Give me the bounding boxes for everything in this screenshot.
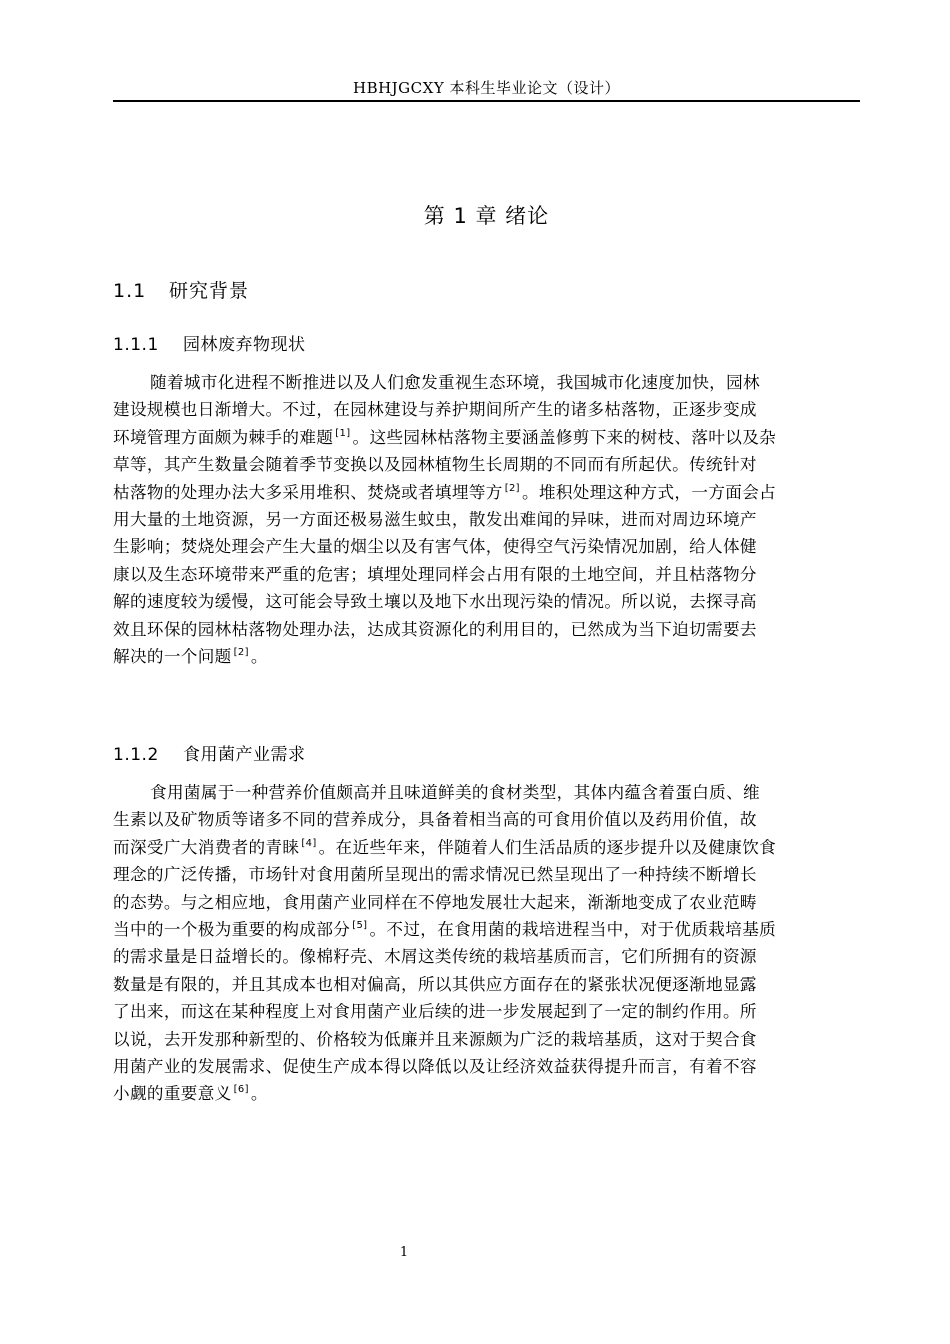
line-text: 当中的一个极为重要的构成部分 xyxy=(113,919,351,939)
subsection-number: 1.1.1 xyxy=(113,335,159,355)
page-number: 1 xyxy=(399,1245,409,1260)
paragraph-line xyxy=(113,889,860,916)
citation-reference: [6] xyxy=(233,1084,249,1096)
line-text: 以说，去开发那种新型的、价格较为低廉并且来源颇为广泛的栽培基质，这对于契合食 xyxy=(113,1029,757,1049)
subsection-heading-1-1-1 xyxy=(113,330,306,355)
section-heading-1-1 xyxy=(113,276,249,303)
paragraph-line xyxy=(113,971,860,998)
citation-reference: [2] xyxy=(233,646,249,658)
line-text: 效且环保的园林枯落物处理办法，达成其资源化的利用目的，已然成为当下迫切需要去 xyxy=(113,619,757,639)
paragraph-line xyxy=(113,369,860,396)
subsection-number: 1.1.2 xyxy=(113,745,159,765)
line-text-continued: 。 xyxy=(250,646,268,666)
citation-reference: [5] xyxy=(352,919,368,931)
paragraph-line xyxy=(113,533,860,560)
section-title: 研究背景 xyxy=(169,280,250,302)
line-text: 生影响；焚烧处理会产生大量的烟尘以及有害气体，使得空气污染情况加剧，给人体健 xyxy=(113,537,757,557)
paragraph-line xyxy=(113,424,860,451)
line-text: 枯落物的处理办法大多采用堆积、焚烧或者填埋等方 xyxy=(113,482,503,502)
line-text: 生素以及矿物质等诸多不同的营养成分，具备着相当高的可食用价值以及药用价值，故 xyxy=(113,810,757,830)
line-text: 环境管理方面颇为棘手的难题 xyxy=(113,427,334,447)
paragraph-line xyxy=(113,1053,860,1080)
paragraph-line xyxy=(113,779,860,806)
paragraph-line xyxy=(113,479,860,506)
line-text-continued: 。 xyxy=(250,1084,268,1104)
line-text: 的态势。与之相应地，食用菌产业同样在不停地发展壮大起来，渐渐地变成了农业范畴 xyxy=(113,892,757,912)
paragraph-line xyxy=(113,506,860,533)
subsection-title: 食用菌产业需求 xyxy=(183,745,306,765)
line-text: 数量是有限的，并且其成本也相对偏高，所以其供应方面存在的紧张状况便逐渐地显露 xyxy=(113,974,757,994)
line-text: 的需求量是日益增长的。像棉籽壳、木屑这类传统的栽培基质而言，它们所拥有的资源 xyxy=(113,947,757,967)
citation-reference: [2] xyxy=(504,482,520,494)
paragraph-line xyxy=(113,834,860,861)
citation-reference: [1] xyxy=(335,427,351,439)
line-text-continued: 。这些园林枯落物主要涵盖修剪下来的树枝、落叶以及杂 xyxy=(352,427,777,447)
paragraph-line xyxy=(113,916,860,943)
paragraph-line xyxy=(113,643,860,670)
line-text-continued: 。在近些年来，伴随着人们生活品质的逐步提升以及健康饮食 xyxy=(318,837,777,857)
subsection-heading-1-1-2 xyxy=(113,740,306,765)
line-text-continued: 。不过，在食用菌的栽培进程当中，对于优质栽培基质 xyxy=(369,919,777,939)
paragraph-edible-fungi-demand xyxy=(113,779,860,1108)
paragraph-landscape-waste xyxy=(113,369,860,670)
paragraph-line xyxy=(113,861,860,888)
paragraph-line xyxy=(113,998,860,1025)
paragraph-line xyxy=(113,561,860,588)
paragraph-line xyxy=(113,1026,860,1053)
chapter-title: 第 1 章 绪论 xyxy=(423,204,550,228)
header-rule xyxy=(113,100,860,102)
line-text: 随着城市化进程不断推进以及人们愈发重视生态环境，我国城市化速度加快，园林 xyxy=(150,373,760,392)
paragraph-line xyxy=(113,396,860,423)
line-text: 了出来，而这在某种程度上对食用菌产业后续的进一步发展起到了一定的制约作用。所 xyxy=(113,1002,757,1022)
paragraph-line xyxy=(113,806,860,833)
line-text: 草等，其产生数量会随着季节变换以及园林植物生长周期的不同而有所起伏。传统针对 xyxy=(113,455,757,475)
line-text: 康以及生态环境带来严重的危害；填埋处理同样会占用有限的土地空间，并且枯落物分 xyxy=(113,564,757,584)
paragraph-line xyxy=(113,943,860,970)
section-number: 1.1 xyxy=(113,280,147,302)
line-text: 小觑的重要意义 xyxy=(113,1084,232,1104)
line-text: 用菌产业的发展需求、促使生产成本得以降低以及让经济效益获得提升而言，有着不容 xyxy=(113,1056,757,1076)
paragraph-line xyxy=(113,1080,860,1107)
running-header: HBHJGCXY 本科生毕业论文（设计） xyxy=(352,79,620,97)
paragraph-line xyxy=(113,451,860,478)
paragraph-line xyxy=(113,588,860,615)
subsection-title: 园林废弃物现状 xyxy=(183,335,306,355)
citation-reference: [4] xyxy=(301,837,317,849)
line-text: 而深受广大消费者的青睐 xyxy=(113,837,300,857)
line-text: 用大量的土地资源，另一方面还极易滋生蚊虫，散发出难闻的异味，进而对周边环境产 xyxy=(113,509,757,529)
line-text: 解的速度较为缓慢，这可能会导致土壤以及地下水出现污染的情况。所以说，去探寻高 xyxy=(113,592,757,612)
paragraph-line xyxy=(113,616,860,643)
line-text-continued: 。堆积处理这种方式，一方面会占 xyxy=(521,482,777,502)
line-text: 建设规模也日渐增大。不过，在园林建设与养护期间所产生的诸多枯落物，正逐步变成 xyxy=(113,400,757,420)
line-text: 理念的广泛传播，市场针对食用菌所呈现出的需求情况已然呈现出了一种持续不断增长 xyxy=(113,865,757,885)
line-text: 食用菌属于一种营养价值颇高并且味道鲜美的食材类型，其体内蕴含着蛋白质、维 xyxy=(150,783,760,802)
line-text: 解决的一个问题 xyxy=(113,646,232,666)
